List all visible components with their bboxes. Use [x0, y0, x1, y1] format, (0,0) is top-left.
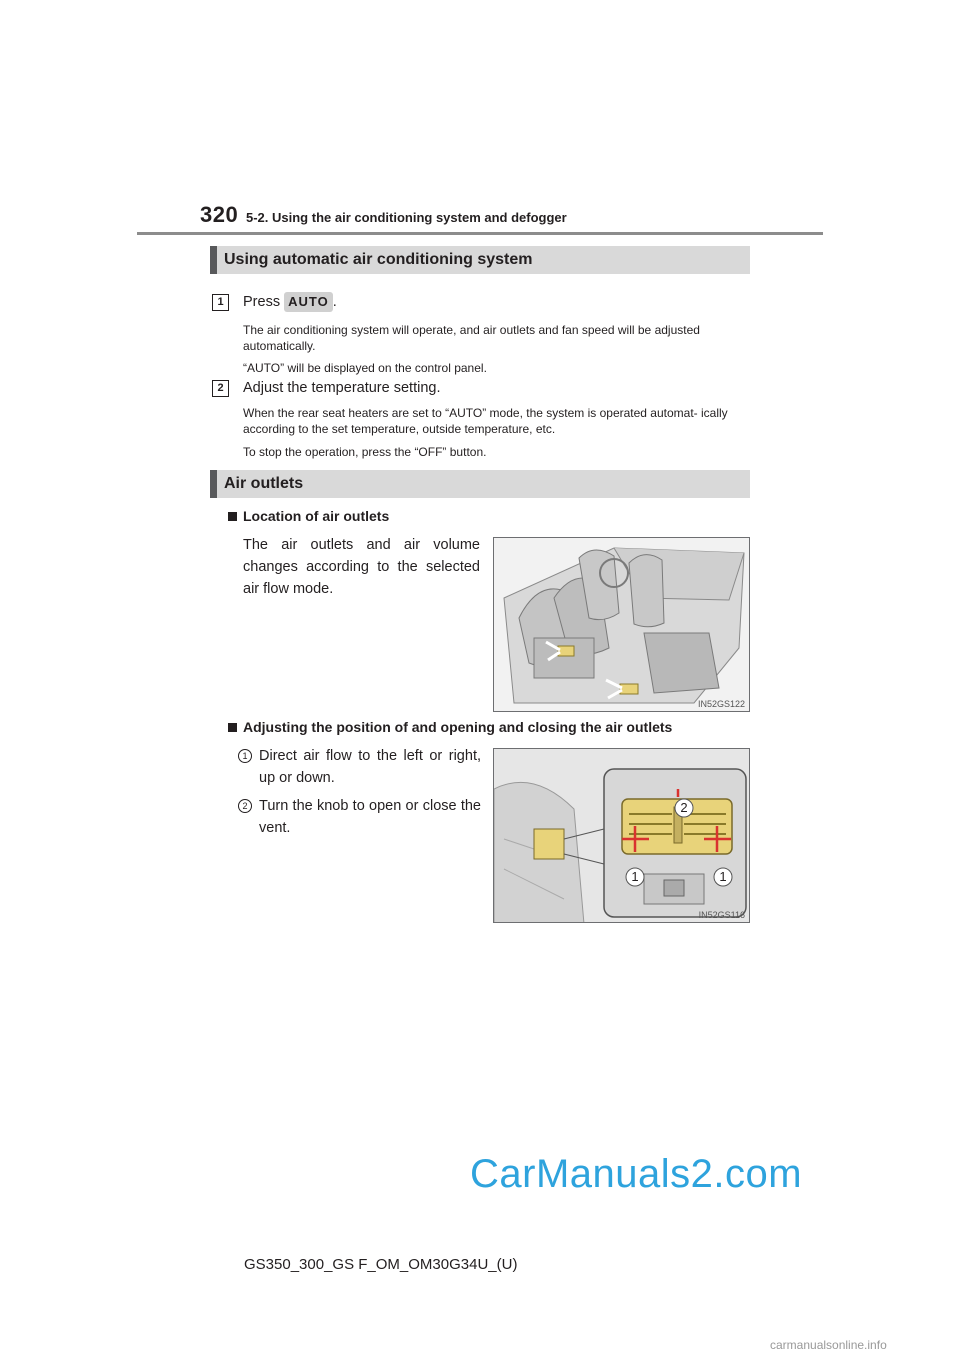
step-1-period: . — [332, 294, 337, 310]
step-1-text — [243, 292, 337, 312]
square-bullet-icon — [228, 723, 237, 732]
section-header-outlets — [210, 470, 750, 498]
step-2-text: Adjust the temperature setting. — [243, 380, 441, 396]
section-title: Air outlets — [224, 475, 304, 492]
item-2-text: Turn the knob to open or close the vent. — [259, 798, 481, 836]
header-rule — [137, 232, 823, 235]
cabin-drawing — [494, 538, 750, 712]
step-2-note-2: To stop the operation, press the “OFF” button. — [243, 445, 487, 459]
page-number: 320 — [200, 202, 239, 227]
item-1-text: Direct air flow to the left or right, up or down. — [259, 748, 481, 786]
square-bullet-icon — [228, 512, 237, 521]
item-1-number-icon: 1 — [238, 749, 252, 763]
item-2-number-icon: 2 — [238, 799, 252, 813]
step-1-note-1: The air conditioning system will operate, and air outlets and fan speed will be adjusted automatically. — [243, 323, 700, 353]
subheading-adjusting — [228, 719, 672, 735]
figure-code: IN52GS116 — [698, 910, 745, 920]
subheading-text: Location of air outlets — [243, 508, 390, 524]
vent-illustration — [493, 748, 750, 923]
section-title: Using automatic air conditioning system — [224, 251, 533, 268]
step-1-press: Press — [243, 294, 281, 310]
footer-doc-code: GS350_300_GS F_OM_OM30G34U_(U) — [244, 1256, 518, 1273]
section-bar — [210, 246, 217, 274]
vent-drawing — [494, 749, 750, 923]
step-1-note-2: “AUTO” will be displayed on the control panel. — [243, 361, 487, 375]
callout-2: 2 — [680, 800, 688, 815]
subheading-text: Adjusting the position of and opening and closing the air outlets — [243, 719, 673, 735]
step-1-badge: 1 — [212, 294, 229, 311]
step-2-badge: 2 — [212, 380, 229, 397]
watermark-logo: CarManuals2.com — [470, 1152, 803, 1196]
watermark-small: carmanualsonline.info — [770, 1338, 887, 1352]
section-header-auto — [210, 246, 750, 274]
step-2-note-1: When the rear seat heaters are set to “AUTO” mode, the system is operated automat- ically according to the set temperature, outside temperature, etc. — [243, 406, 728, 436]
section-bar — [210, 470, 217, 498]
callout-1-left: 1 — [631, 869, 639, 884]
callout-1-right: 1 — [719, 869, 727, 884]
cabin-illustration — [493, 537, 750, 712]
location-text: The air outlets and air volume changes according to the selected air flow mode. — [243, 537, 480, 597]
subheading-location — [228, 508, 389, 524]
figure-code: IN52GS122 — [697, 699, 745, 709]
chapter-title: 5-2. Using the air conditioning system and defogger — [246, 210, 567, 225]
auto-key-icon: AUTO — [284, 292, 333, 312]
